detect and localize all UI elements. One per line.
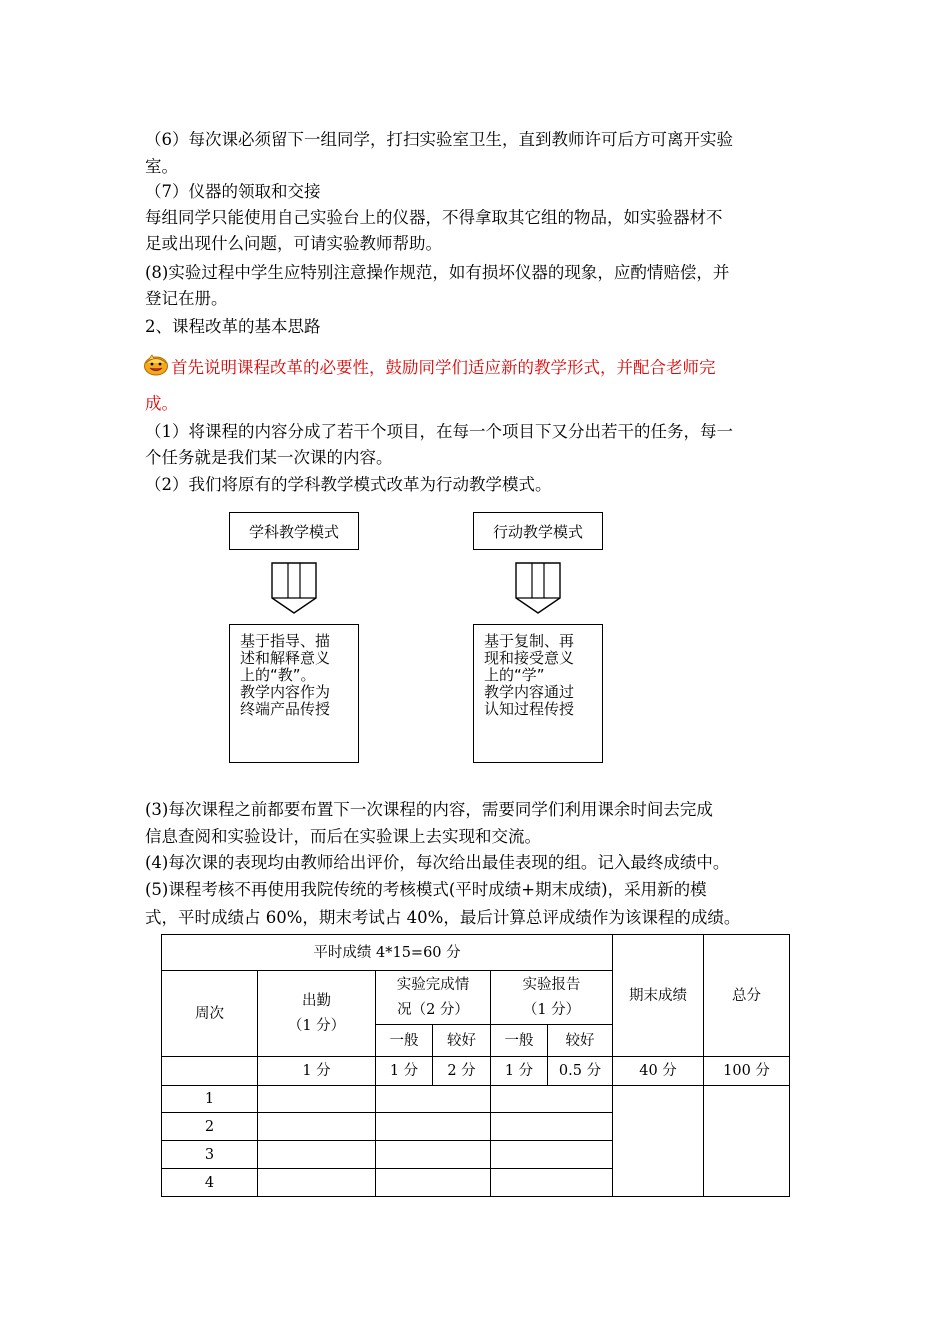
sub-header: 较好 — [433, 1025, 491, 1057]
highlight-line: 成。 — [145, 394, 178, 413]
paragraph-line: 式，平时成绩占 60%，期末考试占 40%，最后计算总评成绩作为该课程的成绩。 — [145, 908, 741, 927]
points-cell: 2 分 — [433, 1057, 491, 1086]
description-line: 终端产品传授 — [240, 700, 331, 718]
table-cell — [376, 1086, 491, 1113]
action-teaching-mode-box — [473, 512, 603, 550]
week-header: 周次 — [162, 971, 258, 1057]
table-cell — [258, 1141, 376, 1169]
description-line: 基于复制、再 — [484, 632, 575, 650]
paragraph-line: （1）将课程的内容分成了若干个项目，在每一个项目下又分出若干的任务，每一 — [145, 422, 733, 441]
attendance-header — [258, 971, 376, 1057]
completion-header — [376, 971, 491, 1025]
table-cell — [491, 1141, 613, 1169]
description-line: 认知过程传授 — [484, 700, 575, 718]
description-line: 上的“教”。 — [240, 666, 316, 684]
sub-header: 较好 — [548, 1025, 613, 1057]
smiley-emoticon-icon — [143, 352, 169, 376]
points-cell: 0.5 分 — [548, 1057, 613, 1086]
description-line: 基于指导、描 — [240, 632, 331, 650]
week-cell: 4 — [162, 1169, 258, 1197]
subject-teaching-mode-box — [229, 512, 359, 550]
paragraph-line: (3)每次课程之前都要布置下一次课程的内容，需要同学们利用课余时间去完成 — [145, 800, 713, 819]
points-cell: 1 分 — [376, 1057, 433, 1086]
final-score-header: 期末成绩 — [613, 935, 704, 1057]
box-label: 行动教学模式 — [492, 522, 583, 541]
table-cell — [376, 1141, 491, 1169]
paragraph-line: (4)每次课的表现均由教师给出评价，每次给出最佳表现的组。记入最终成绩中。 — [145, 853, 730, 872]
week-cell: 1 — [162, 1086, 258, 1113]
table-cell — [258, 1113, 376, 1141]
table-cell — [491, 1169, 613, 1197]
section-heading: 2、课程改革的基本思路 — [145, 317, 321, 336]
score-table — [161, 934, 790, 1197]
week-cell: 3 — [162, 1141, 258, 1169]
paragraph-line: （2）我们将原有的学科教学模式改革为行动教学模式。 — [145, 475, 552, 494]
points-cell: 40 分 — [613, 1057, 704, 1086]
week-cell: 2 — [162, 1113, 258, 1141]
highlight-line: 首先说明课程改革的必要性，鼓励同学们适应新的教学形式，并配合老师完 — [171, 358, 716, 377]
description-line: 述和解释意义 — [240, 649, 331, 667]
table-cell — [376, 1169, 491, 1197]
header-line: 况（2 分） — [397, 1001, 469, 1018]
total-score-header: 总分 — [704, 935, 790, 1057]
description-line: 教学内容作为 — [240, 683, 331, 701]
header-line: （1 分） — [287, 1017, 346, 1034]
points-cell: 100 分 — [704, 1057, 790, 1086]
table-cell — [491, 1086, 613, 1113]
paragraph-line: 登记在册。 — [145, 289, 228, 308]
header-line: （1 分） — [522, 1001, 581, 1018]
sub-header: 一般 — [491, 1025, 548, 1057]
report-header — [491, 971, 613, 1025]
sub-header: 一般 — [376, 1025, 433, 1057]
paragraph-line: 个任务就是我们某一次课的内容。 — [145, 448, 393, 467]
action-mode-description — [473, 624, 603, 763]
header-line: 出勤 — [302, 992, 331, 1009]
paragraph-line: （6）每次课必须留下一组同学，打扫实验室卫生，直到教师许可后方可离开实验 — [145, 130, 733, 149]
paragraph-line: 足或出现什么问题，可请实验教师帮助。 — [145, 234, 442, 253]
table-cell — [376, 1113, 491, 1141]
paragraph-line: (5)课程考核不再使用我院传统的考核模式(平时成绩+期末成绩)，采用新的模 — [145, 880, 707, 899]
header-line: 实验完成情 — [396, 976, 470, 993]
box-label: 学科教学模式 — [248, 522, 339, 541]
paragraph-line: (8)实验过程中学生应特别注意操作规范，如有损坏仪器的现象，应酌情赔偿，并 — [145, 263, 730, 282]
paragraph-line: 信息查阅和实验设计，而后在实验课上去实现和交流。 — [145, 827, 541, 846]
paragraph-line: 室。 — [145, 157, 178, 176]
description-line: 教学内容通过 — [484, 683, 575, 701]
points-cell: 1 分 — [491, 1057, 548, 1086]
table-cell — [491, 1113, 613, 1141]
table-cell — [162, 1057, 258, 1086]
down-arrow-icon — [271, 562, 317, 614]
paragraph-line: 每组同学只能使用自己实验台上的仪器，不得拿取其它组的物品，如实验器材不 — [145, 208, 723, 227]
table-cell — [258, 1086, 376, 1113]
table-cell — [704, 1086, 790, 1197]
table-cell — [613, 1086, 704, 1197]
description-line: 现和接受意义 — [484, 649, 575, 667]
regular-score-header: 平时成绩 4*15=60 分 — [162, 935, 613, 971]
table-cell — [258, 1169, 376, 1197]
paragraph-line: （7）仪器的领取和交接 — [145, 182, 321, 201]
points-cell: 1 分 — [258, 1057, 376, 1086]
description-line: 上的“学” — [484, 666, 545, 684]
header-line: 实验报告 — [522, 976, 581, 993]
subject-mode-description — [229, 624, 359, 763]
down-arrow-icon — [515, 562, 561, 614]
